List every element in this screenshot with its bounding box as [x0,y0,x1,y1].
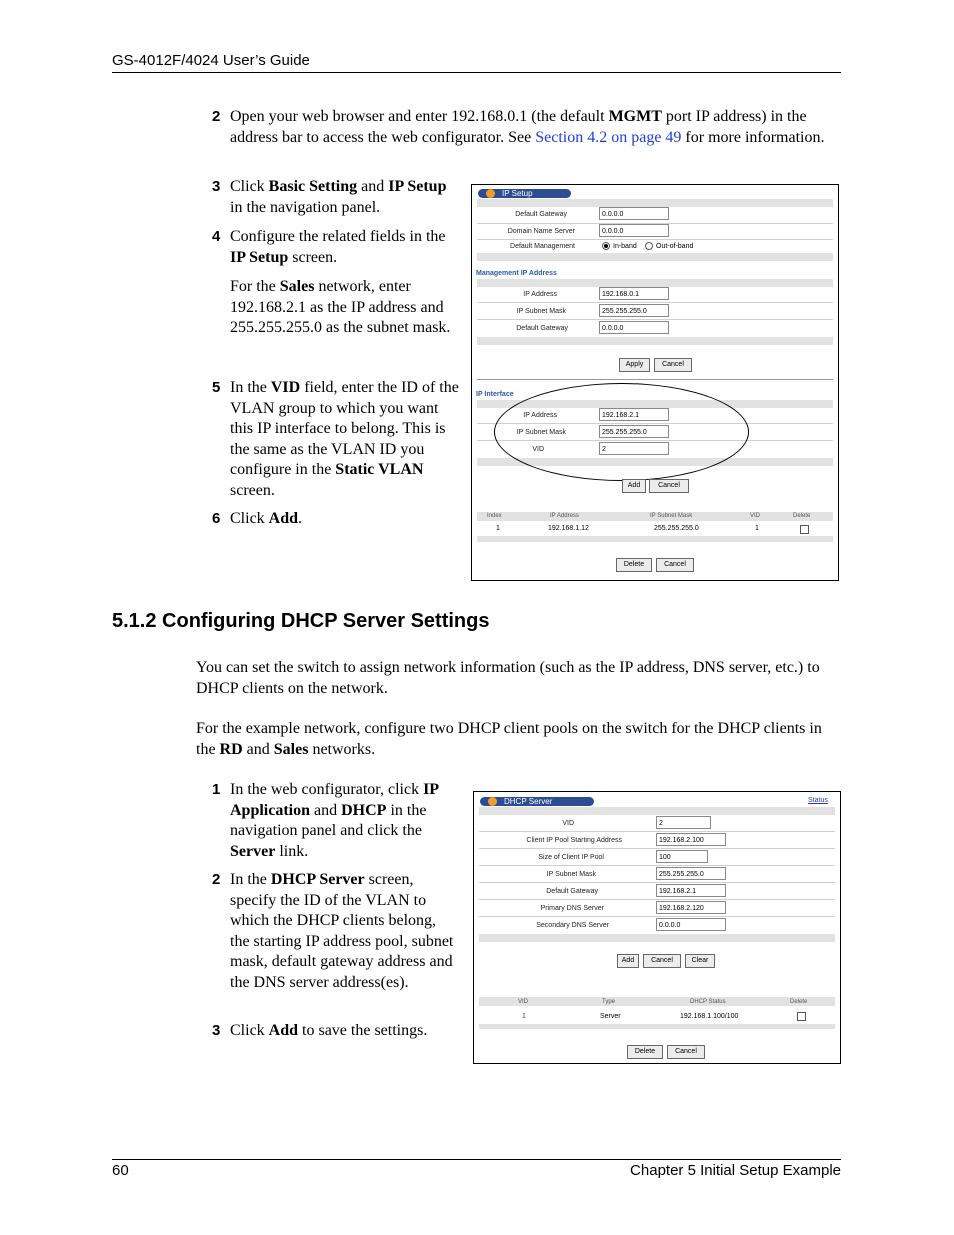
table-cell: 255.255.255.0 [654,525,699,532]
band [479,934,835,942]
orange-bullet-icon [486,189,495,198]
default-gateway-input[interactable]: 192.168.2.1 [656,884,726,897]
step-4-sales-note: For the Sales network, enter 192.168.2.1 as the IP address and 255.255.255.0 as the subnet mask. [230,278,451,336]
vid-link[interactable]: 1 [522,1013,526,1020]
col-delete: Delete [793,513,811,519]
col-type: Type [602,999,616,1005]
orange-bullet-icon [488,797,497,806]
default-management-label: Default Management [510,243,575,250]
col-vid: VID [750,513,761,519]
band [477,253,833,261]
subnet-mask-input[interactable]: 255.255.255.0 [599,304,669,317]
band [477,199,833,207]
dhcp-server-title-bar: DHCP Server [480,797,594,806]
header-rule [112,72,841,73]
apply-button[interactable]: Apply [619,358,650,372]
management-ip-section-title: Management IP Address [476,270,557,277]
step-number: 2 [212,871,221,888]
footer-rule [112,1159,841,1160]
col-subnet-mask: IP Subnet Mask [650,513,693,519]
add-button[interactable]: Add [622,479,646,493]
ip-setup-screenshot [471,184,839,581]
band [477,279,833,287]
ip-setup-title-bar: IP Setup [478,189,571,198]
outofband-label: Out-of-band [656,243,694,250]
default-gateway-input[interactable]: 0.0.0.0 [599,207,669,220]
chapter-title: Chapter 5 Initial Setup Example [630,1162,841,1179]
dns-input[interactable]: 0.0.0.0 [599,224,669,237]
cancel-button[interactable]: Cancel [667,1045,705,1059]
default-gateway-label: Default Gateway [546,888,598,895]
col-ip-address: IP Address [550,513,579,519]
step-1-click-ip-application: 1 In the web configurator, click IP Application and DHCP in the navigation panel and click the Server link. [212,781,439,860]
primary-dns-input[interactable]: 192.168.2.120 [656,901,726,914]
pool-start-label: Client IP Pool Starting Address [526,837,622,844]
interface-mask-label: IP Subnet Mask [516,429,566,436]
pool-size-label: Size of Client IP Pool [538,854,604,861]
outofband-radio[interactable] [645,242,653,250]
dns-label: Domain Name Server [507,228,575,235]
intro-paragraph-2: For the example network, configure two DHCP client pools on the switch for the DHCP clients in the RD and Sales networks. [196,720,822,758]
step-6-click-add: 6 Click Add. [230,509,455,530]
vid-label: VID [532,446,544,453]
pool-size-input[interactable]: 100 [656,850,708,863]
mgmt-gateway-label: Default Gateway [516,325,568,332]
col-dhcp-status: DHCP Status [690,999,726,1005]
pool-start-input[interactable]: 192.168.2.100 [656,833,726,846]
step-2-open-browser: 2 Open your web browser and enter 192.168.0.1 (the default MGMT port IP address) in the address bar to access the web configurator. See Section 4.2 on page 49 for more information. [212,108,825,146]
step-3-click-add: 3 Click Add to save the settings. [230,1021,458,1042]
col-delete: Delete [790,999,808,1005]
subnet-mask-label: IP Subnet Mask [546,871,596,878]
separator [479,882,835,883]
default-gateway-label: Default Gateway [515,211,567,218]
vid-label: VID [562,820,574,827]
table-header-band [479,997,835,1006]
cancel-button[interactable]: Cancel [654,358,692,372]
intro-paragraph-1: You can set the switch to assign network information (such as the IP address, DNS server, etc.) to DHCP clients on the network. [196,659,820,697]
vid-input[interactable]: 2 [599,442,669,455]
primary-dns-label: Primary DNS Server [540,905,604,912]
separator [477,302,833,303]
step-number: 6 [212,510,221,527]
step-number: 5 [212,379,221,396]
separator [477,319,833,320]
step-3-click-basic-setting: 3 Click Basic Setting and IP Setup in the navigation panel. [212,178,447,216]
subnet-mask-label: IP Subnet Mask [516,308,566,315]
inband-radio[interactable] [602,242,610,250]
inband-label: In-band [613,243,637,250]
mgmt-gateway-input[interactable]: 0.0.0.0 [599,321,669,334]
delete-button[interactable]: Delete [616,558,652,572]
separator [477,239,833,240]
interface-ip-label: IP Address [523,412,557,419]
col-vid: VID [518,999,529,1005]
table-cell: 192.168.1.100/100 [680,1013,739,1020]
subnet-mask-input[interactable]: 255.255.255.0 [656,867,726,880]
delete-checkbox[interactable] [800,525,809,534]
step-number: 3 [212,178,221,195]
table-cell: 1 [496,525,500,532]
secondary-dns-input[interactable]: 0.0.0.0 [656,918,726,931]
section-link[interactable]: Section 4.2 on page 49 [535,128,682,146]
status-link[interactable]: Status [808,797,828,804]
separator [479,916,835,917]
ip-address-input[interactable]: 192.168.0.1 [599,287,669,300]
ip-address-label: IP Address [523,291,557,298]
interface-ip-input[interactable]: 192.168.2.1 [599,408,669,421]
step-number: 2 [212,108,221,125]
step-5-enter-vid: 5 In the VID field, enter the ID of the VLAN group to which you want this IP interface to belong. This is the same as the VLAN ID you configure in the Static VLAN screen. [212,379,459,499]
separator [479,831,835,832]
separator [477,379,833,380]
highlight-oval [494,383,749,481]
section-heading: 5.1.2 Configuring DHCP Server Settings [112,610,490,632]
separator [479,848,835,849]
band [479,1024,835,1029]
secondary-dns-label: Secondary DNS Server [536,922,609,929]
ip-interface-section-title: IP Interface [476,391,514,398]
table-cell: Server [600,1013,621,1020]
separator [479,899,835,900]
separator [479,865,835,866]
dhcp-server-screenshot [473,791,841,1064]
page-header: GS-4012F/4024 User’s Guide [112,52,310,69]
table-cell: 1 [755,525,759,532]
add-button[interactable]: Add [617,954,639,968]
cancel-button[interactable]: Cancel [643,954,681,968]
delete-button[interactable]: Delete [627,1045,663,1059]
step-number: 1 [212,781,221,798]
step-4-configure-fields: 4 Configure the related fields in the IP Setup screen. [212,228,446,266]
interface-mask-input[interactable]: 255.255.255.0 [599,425,669,438]
col-index: Index [487,513,502,519]
vid-input[interactable]: 2 [656,816,711,829]
page-number: 60 [112,1162,129,1179]
cancel-button[interactable]: Cancel [649,479,689,493]
delete-checkbox[interactable] [797,1012,806,1021]
step-number: 3 [212,1022,221,1039]
band [477,337,833,345]
band [477,536,833,542]
cancel-button[interactable]: Cancel [656,558,694,572]
band [479,807,835,815]
step-number: 4 [212,228,221,245]
clear-button[interactable]: Clear [685,954,715,968]
table-cell: 192.168.1.12 [548,525,589,532]
step-2-dhcp-server-screen: 2 In the DHCP Server screen, specify the ID of the VLAN to which the DHCP clients belong, the starting IP address pool, subnet mask, default gateway address and the DNS server address(es). [212,871,454,991]
